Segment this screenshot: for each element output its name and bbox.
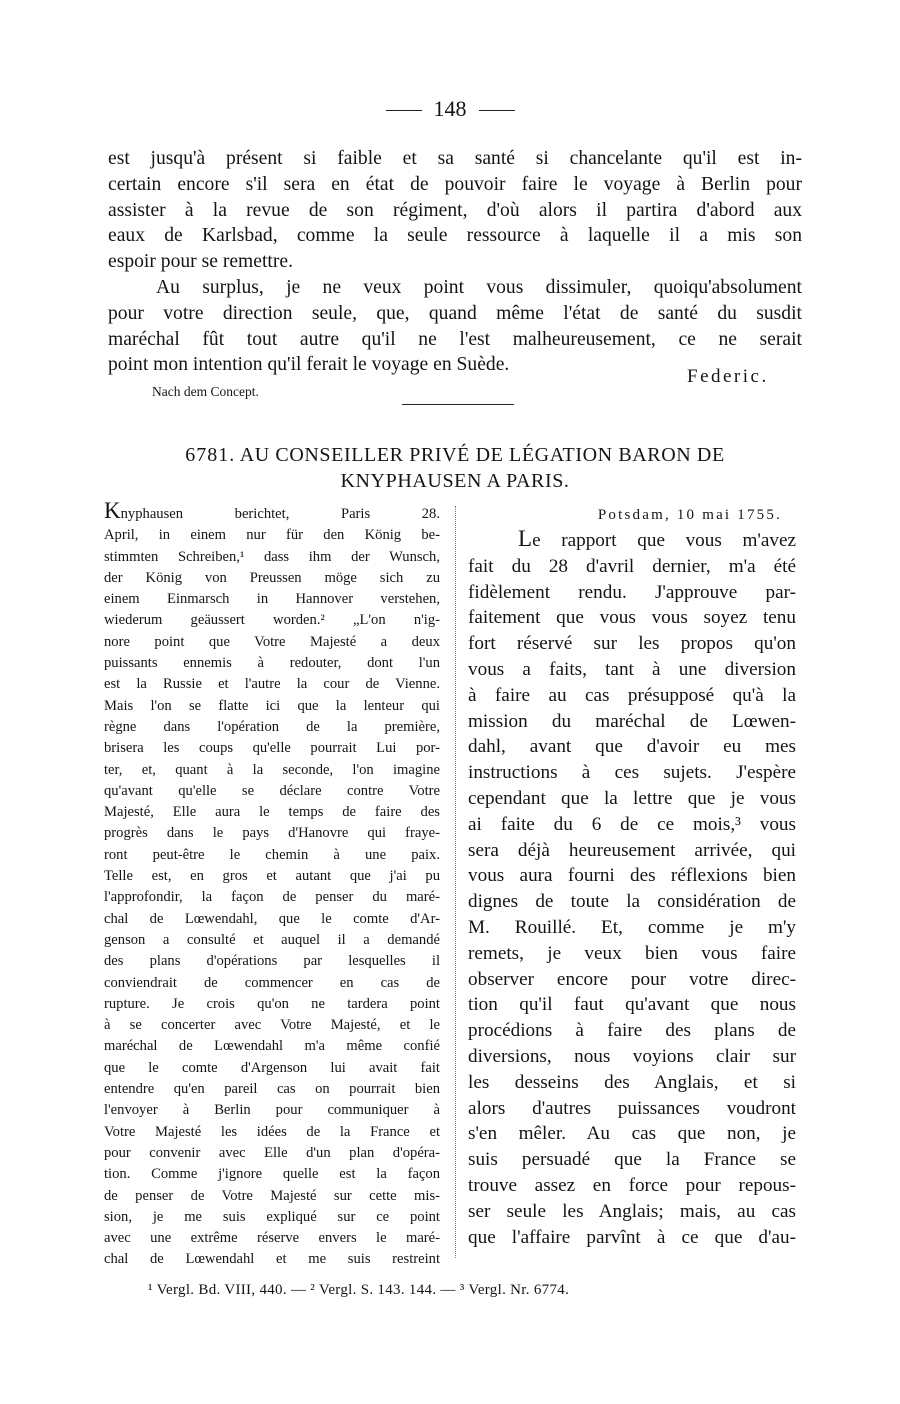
text-line: avec une extrême réserve envers le maré- [104,1230,440,1247]
text-line: sion, je me suis expliqué sur ce point [104,1208,440,1225]
text-line: brisera les coups qu'elle pourrait Lui por- [104,740,440,757]
text-line: genson a consulté et auquel il a demandé [104,931,440,948]
text-line: trouve assez en force pour repous- [468,1174,796,1196]
text-line: fort réservé sur les propos qu'on [468,633,796,655]
text-line: à se concerter avec Votre Majesté, et le [104,1017,440,1034]
text-line: maréchal de Lœwendahl m'a même confié [104,1038,440,1055]
text-line: wiederum geäussert worden.² „L'on n'ig- [104,612,440,629]
place-date: Potsdam, 10 mai 1755. [597,507,782,523]
heading-line-2: KNYPHAUSEN A PARIS. [340,470,570,492]
text-line: dahl, avant que d'avoir eu mes [468,736,796,758]
text-line: chal de Lœwendahl et me suis restreint [104,1251,440,1268]
text-line: entendre qu'en pareil cas on pourrait bien [104,1081,440,1098]
text-line: April, in einem nur für den König be- [104,527,440,544]
text-line: conviendrait de commencer en cas de [104,974,440,991]
text-line: einem Einmarsch in Hannover verstehen, [104,591,440,608]
source-note: Nach dem Concept. [152,384,259,399]
text-line: pour convenir avec Elle d'un plan d'opéra- [104,1144,440,1161]
page-number-header [0,96,900,122]
document-heading [108,442,802,494]
text-line: assister à la revue de son régiment, d'où alors il partira d'abord aux [108,199,802,221]
text-line: que le comte d'Argenson lui avait fait [104,1059,440,1076]
continued-letter-text [108,146,802,378]
section-divider [402,404,514,405]
text-line: vous a faits, tant à une diversion [468,658,796,680]
text-line: maréchal fût tout autre qu'il ne l'est malheureusement, ce ne serait [108,328,802,350]
text-line: Mais l'on se flatte ici que la lenteur qui [104,697,440,714]
text-line: puissants ennemis à redouter, dont l'un [104,655,440,672]
text-line: stimmten Schreiben,¹ dass ihm der Wunsch, [104,548,440,565]
text-line: faitement que vous vous soyez tenu [468,607,796,629]
text-line: mission du maréchal de Lœwen- [468,710,796,732]
heading-line-1 [108,442,802,468]
text-line: fait du 28 d'avril dernier, m'a été [468,555,796,577]
text-line [104,498,440,525]
text-line: que l'affaire parvînt à ce que d'au- [468,1226,796,1248]
text-line: Majesté, Elle aura le temps de faire des [104,804,440,821]
text-line: qu'avant qu'elle se déclare contre Votre [104,782,440,799]
text-line: chal de Lœwendahl, que le comte d'Ar- [104,910,440,927]
dropcap: L [518,526,533,551]
text-line: sera déjà heureusement arrivée, qui [468,839,796,861]
text-line: rupture. Je crois qu'on ne tardera point [104,995,440,1012]
text-line: Telle est, en gros et autant que j'ai pu [104,868,440,885]
text-line: l'envoyer à Berlin pour communiquer à [104,1102,440,1119]
document-number: 6781. [185,444,236,466]
text-line: ai faite du 6 de ce mois,³ vous [468,813,796,835]
text-line: dignes de toute la considération de [468,891,796,913]
text-line: espoir pour se remettre. [108,251,293,273]
text-line: suis persuadé que la France se [468,1149,796,1171]
text-line: eaux de Karlsbad, comme la seule ressource à laquelle il a mis son [108,225,802,247]
text-line: diversions, nous voyions clair sur [468,1045,796,1067]
footnotes: ¹ Vergl. Bd. VIII, 440. — ² Vergl. S. 143. 144. — ³ Vergl. Nr. 6774. [148,1282,570,1298]
text-line: observer encore pour votre direc- [468,968,796,990]
text-line: de penser de Votre Majesté sur cette mis- [104,1187,440,1204]
signature: Federic. [687,366,769,387]
header-dash-left [386,110,422,111]
text-line: instructions à ces sujets. J'espère [468,762,796,784]
text-line: des plans d'opérations par lesquelles il [104,953,440,970]
dropcap: K [104,498,121,523]
header-dash-right [479,110,515,111]
text-line: règne dans l'opération de la première, [104,718,440,735]
text-line: alors d'autres puissances voudront [468,1097,796,1119]
text-line: Au surplus, je ne veux point vous dissimuler, quoiqu'absolument [156,276,802,298]
text-line: tion. Comme j'ignore quelle est la façon [104,1166,440,1183]
text-line: ter, et, quant à la seconde, l'on imagine [104,761,440,778]
text-line-content: nyphausen berichtet, Paris 28. [120,506,440,522]
column-divider [455,506,456,1258]
text-line: à faire au cas présupposé qu'à la [468,684,796,706]
text-line: point mon intention qu'il ferait le voyage en Suède. [108,354,510,376]
text-line: s'en mêler. Au cas que non, je [468,1123,796,1145]
summary-column [104,498,440,1271]
text-line: l'approfondir, la façon de penser du maré- [104,889,440,906]
text-line: Votre Majesté les idées de la France et [104,1123,440,1140]
text-line: certain encore s'il sera en état de pouvoir faire le voyage à Berlin pour [108,173,802,195]
text-line: pour votre direction seule, que, quand même l'état de santé du susdit [108,302,802,324]
text-line: progrès dans le pays d'Hanovre qui fraye- [104,825,440,842]
text-line: nore point que Votre Majesté a deux [104,633,440,650]
text-line: M. Rouillé. Et, comme je m'y [468,916,796,938]
text-line: cependant que la lettre que je vous [468,787,796,809]
text-line: fidèlement rendu. J'approuve par- [468,581,796,603]
text-line: tion qu'il faut qu'avant que nous [468,994,796,1016]
text-line: der König von Preussen möge sich zu [104,569,440,586]
text-line: ser seule les Anglais; mais, au cas [468,1200,796,1222]
text-line: est la Russie et l'autre la cour de Vienne. [104,676,440,693]
text-line: vous aura fourni des réflexions bien [468,865,796,887]
heading-title-part-1: AU CONSEILLER PRIVÉ DE LÉGATION BARON DE [239,444,725,466]
text-line: est jusqu'à présent si faible et sa santé si chancelante qu'il est in- [108,148,802,169]
page-number: 148 [433,96,467,121]
text-line [468,526,796,554]
text-line: ront peut-être le chemin à une paix. [104,846,440,863]
text-line: remets, je veux bien vous faire [468,942,796,964]
letter-column [468,504,796,1250]
text-line-content: e rapport que vous m'avez [532,530,796,551]
text-line: procédions à faire des plans de [468,1020,796,1042]
text-line: les desseins des Anglais, et si [468,1071,796,1093]
